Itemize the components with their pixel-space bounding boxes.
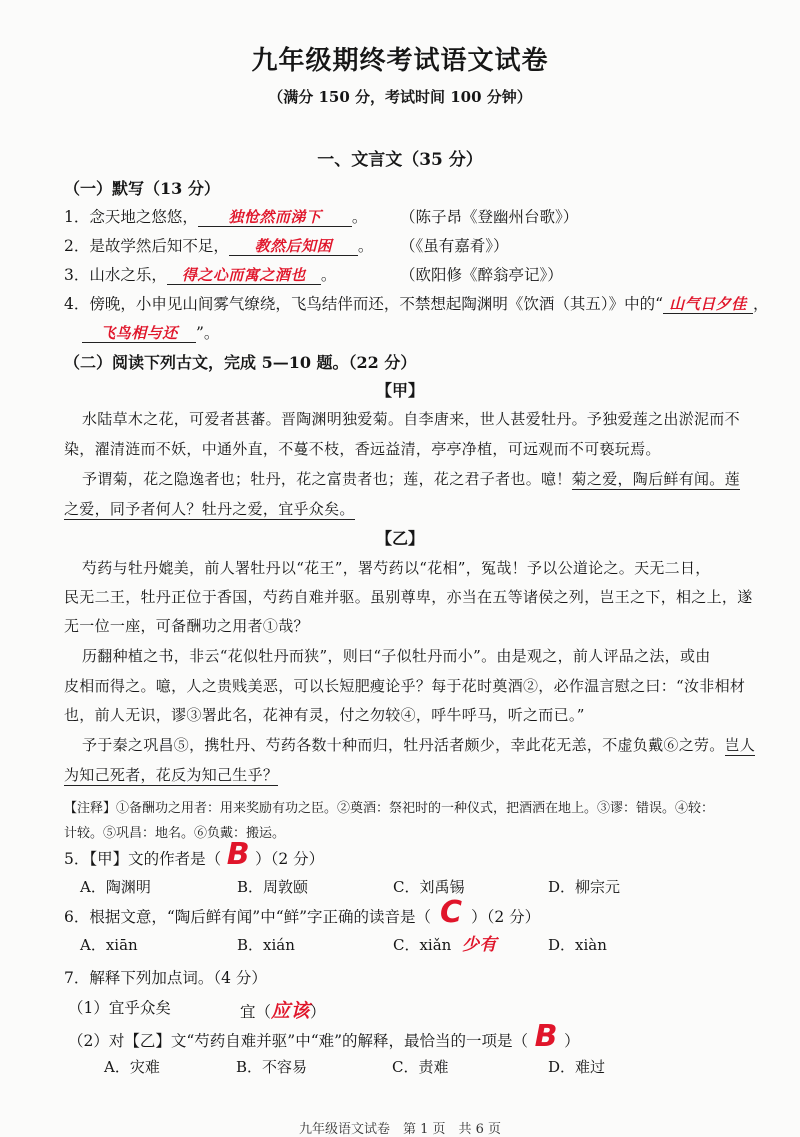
yi-p3-text: 予于秦之巩昌⑤，携牡丹、芍药各数十种而归，牡丹活者颇少，幸此花无恙，不虚负戴⑥之劳。 [82, 736, 725, 754]
jia-p2-line2 [64, 498, 355, 519]
question-4-line2 [82, 321, 219, 343]
part1-heading: （一）默写（13 分） [64, 179, 220, 198]
q1-answer: 独怆然而涕下 [198, 208, 352, 227]
jia-p1-line1: 水陆草木之花，可爱者甚蕃。晋陶渊明独爱菊。自李唐来，世人甚爱牡丹。予独爱莲之出淤泥而不 [82, 410, 740, 428]
section-heading: 一、文言文（35 分） [317, 150, 483, 170]
q5-option-a: A．陶渊明 [80, 878, 151, 896]
yi-p1-line1: 芍药与牡丹媲美，前人署牡丹以“花王”，署芍药以“花相”，冤哉！予以公道论之。天无二日， [82, 559, 711, 577]
q7-option-a: A．灾难 [104, 1058, 160, 1076]
yi-p1-line2: 民无二王，牡丹正位于香国，芍药自难并驱。虽别尊卑，亦当在五等诸侯之列，岂王之下，相之上，遂 [64, 588, 753, 606]
q4-answer-a: 山气日夕佳 [663, 295, 753, 314]
jia-underlined-1: 菊之爱，陶后鲜有闻。莲 [571, 470, 740, 488]
q6-answer: C [440, 895, 463, 930]
q5-answer: B [226, 837, 250, 872]
q3-suffix: 。 [320, 266, 337, 284]
q6-end: ）（2 分） [471, 908, 541, 926]
q6-hand-note: 少有 [462, 935, 497, 955]
q1-source: （陈子昂《登幽州台歌》） [400, 208, 579, 226]
q1-suffix: 。 [351, 208, 368, 226]
q1-prefix: 1．念天地之悠悠， [64, 208, 198, 226]
q4-answer-b: 飞鸟相与还 [82, 324, 196, 343]
passage-jia-label: 【甲】 [375, 381, 424, 400]
question-6 [64, 895, 541, 930]
annotation-line1: 【注释】①备酬功之用者：用来奖励有功之臣。②奠酒：祭祀时的一种仪式，把酒洒在地上。③谬：错误。④较： [64, 801, 715, 816]
jia-p1-line2: 染，濯清涟而不妖，中通外直，不蔓不枝，香远益清，亭亭净植，可远观而不可亵玩焉。 [64, 440, 661, 458]
yi-underlined-2: 为知己死者，花反为知己生乎？ [64, 766, 279, 784]
exam-title: 九年级期终考试语文试卷 [251, 46, 549, 76]
yi-p3-line2 [64, 764, 278, 785]
q2-answer: 教然后知困 [229, 237, 358, 256]
q7-sub2-end: ） [564, 1032, 580, 1050]
q3-prefix: 3．山水之乐， [64, 266, 167, 284]
q6-option-b: B．xián [237, 936, 295, 954]
q3-answer: 得之心而寓之酒也 [167, 266, 321, 285]
yi-underlined-1: 岂人 [724, 736, 756, 754]
q7-sub1-answer: 应该 [271, 1000, 311, 1022]
yi-p2-line1: 历翻种植之书，非云“花似牡丹而狭”，则曰“子似牡丹而小”。由是观之，前人评品之法，或由 [82, 647, 711, 665]
jia-p2-line1 [82, 468, 740, 489]
q6-option-c: C．xiǎn [393, 936, 452, 954]
q7-sub1-end: ） [310, 1003, 326, 1021]
q5-text: 5．【甲】文的作者是（ [64, 850, 222, 868]
q5-option-b: B．周敦颐 [237, 878, 309, 896]
q6-text: 6．根据文意，“陶后鲜有闻”中“鲜”字正确的读音是（ [64, 908, 432, 926]
exam-subtitle: （满分 150 分，考试时间 100 分钟） [268, 88, 532, 106]
part2-heading: （二）阅读下列古文，完成 5—10 题。（22 分） [64, 353, 417, 372]
jia-underlined-2: 之爱，同予者何人？牡丹之爱，宜乎众矣。 [64, 500, 355, 518]
q6-option-a: A．xiān [80, 936, 138, 954]
passage-yi-label: 【乙】 [375, 529, 424, 548]
q2-suffix: 。 [357, 237, 374, 255]
question-2 [64, 234, 373, 256]
q7-sub1-word: 宜（ [240, 1003, 272, 1021]
yi-p2-line2: 皮相而得之。噫，人之贵贱美恶，可以长短肥瘦论乎？每于花时奠酒②，必作温言慰之曰：“汝非相材 [64, 677, 746, 695]
q2-prefix: 2．是故学然后知不足， [64, 237, 229, 255]
annotation-line2: 计较。⑤巩昌：地名。⑥负戴：搬运。 [64, 826, 286, 841]
question-5 [64, 837, 325, 872]
question-4 [64, 292, 769, 314]
q5-end: ）（2 分） [255, 850, 325, 868]
question-7: 7．解释下列加点词。（4 分） [64, 969, 267, 987]
q7-sub2-answer: B [534, 1019, 558, 1054]
yi-p1-line3: 无一位一座，可备酬功之用者①哉？ [64, 617, 309, 635]
q7-option-d: D．难过 [548, 1058, 606, 1076]
yi-p3-line1 [82, 734, 755, 755]
jia-p2-text: 予谓菊，花之隐逸者也；牡丹，花之富贵者也；莲，花之君子者也。噫！ [82, 470, 572, 488]
q7-sub2 [68, 1019, 580, 1054]
q2-source: （《虽有嘉肴》） [400, 237, 509, 255]
q7-sub1-answer-line [240, 996, 326, 1023]
page-footer: 九年级语文试卷 第 1 页 共 6 页 [298, 1122, 502, 1137]
q6-option-d: D．xiàn [548, 936, 607, 954]
question-1 [64, 205, 367, 227]
q4-end: ”。 [196, 324, 220, 342]
q5-option-c: C．刘禹锡 [393, 878, 465, 896]
yi-p2-line3: 也，前人无识，谬③署此名，花神有灵，付之勿较④，呼牛呼马，听之而已。” [64, 706, 585, 724]
q7-sub1: （1）宜乎众矣 [68, 999, 171, 1017]
q5-option-d: D．柳宗元 [548, 878, 621, 896]
q4-text: 4．傍晚，小申见山间雾气缭绕，飞鸟结伴而还，不禁想起陶渊明《饮酒（其五）》中的“ [64, 295, 664, 313]
q7-option-c: C．责难 [392, 1058, 449, 1076]
question-3 [64, 263, 336, 285]
q3-source: （欧阳修《醉翁亭记》） [400, 266, 563, 284]
q7-option-b: B．不容易 [236, 1058, 308, 1076]
q4-comma: ， [753, 295, 769, 313]
q7-sub2-text: （2）对【乙】文“芍药自难并驱”中“难”的解释，最恰当的一项是（ [68, 1032, 529, 1050]
